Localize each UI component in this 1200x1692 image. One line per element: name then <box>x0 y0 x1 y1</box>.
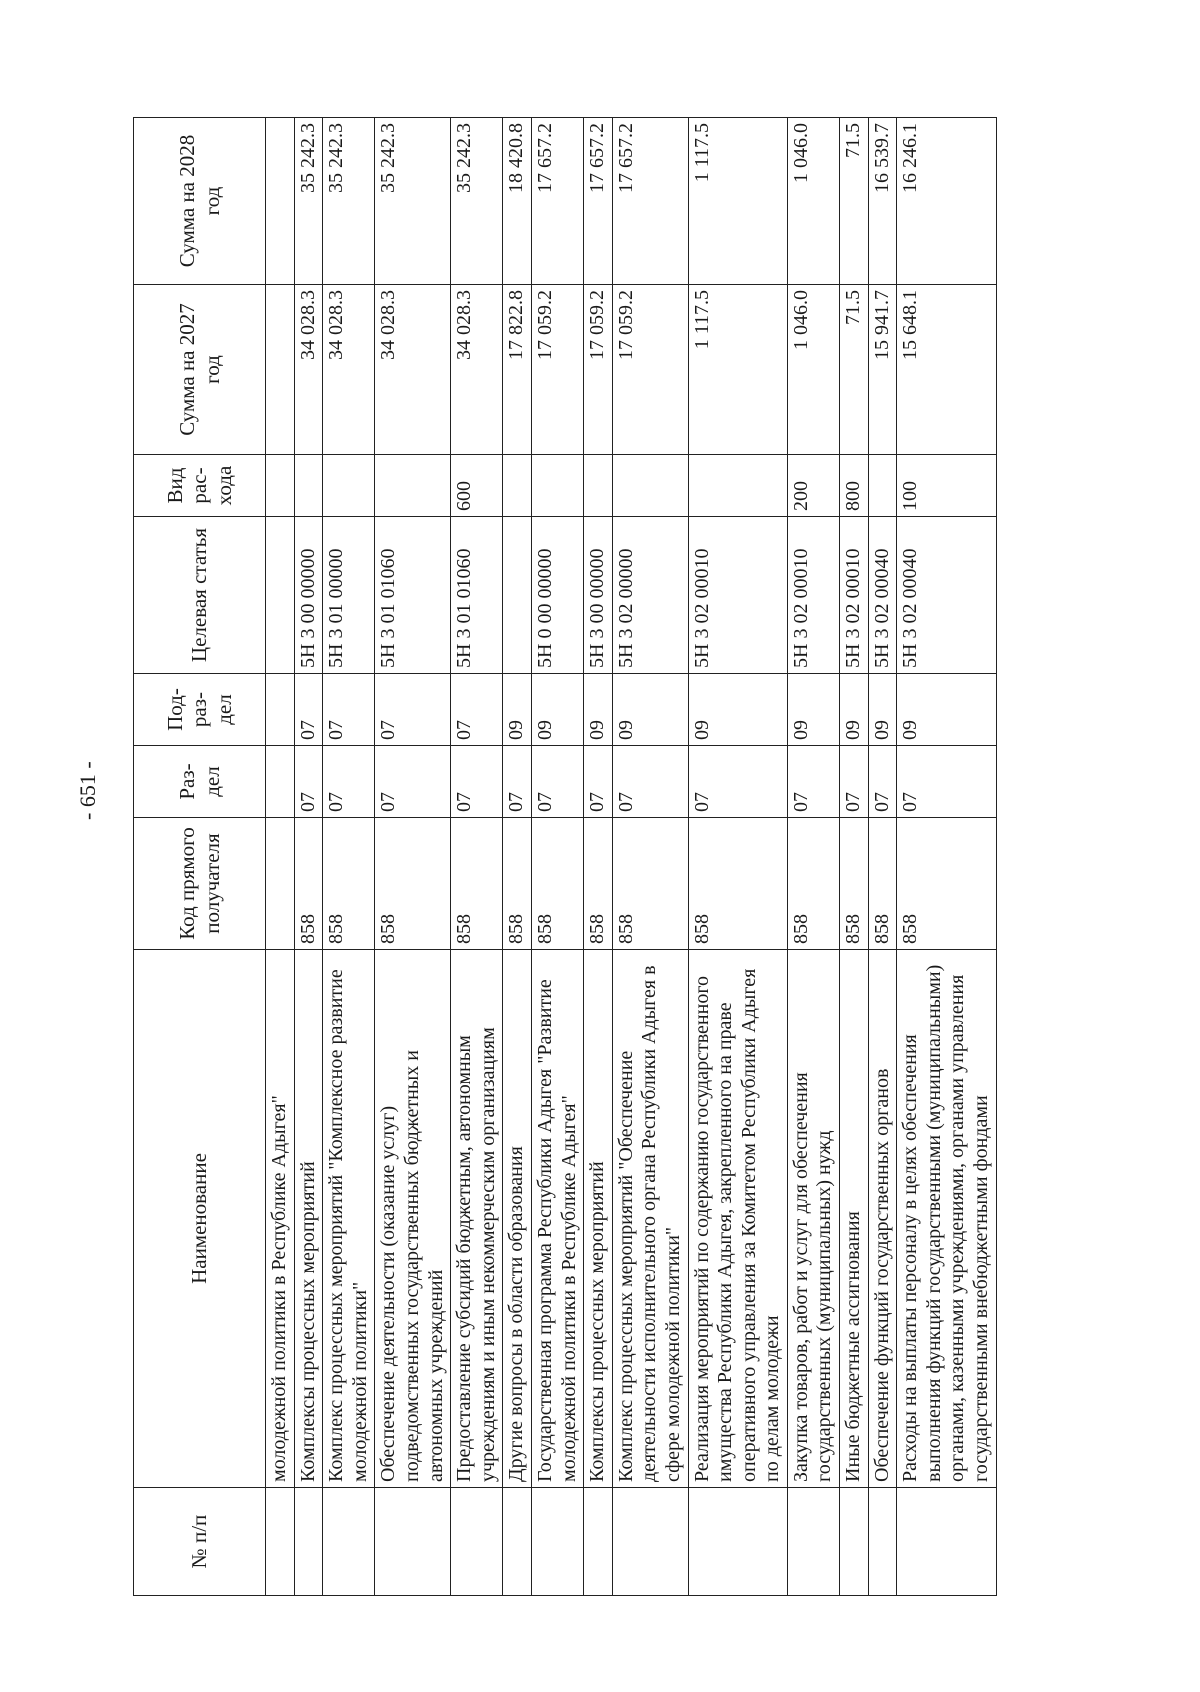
table-row <box>451 118 503 1596</box>
cell-expense-type <box>266 455 295 517</box>
cell-sum-2028: 1 117.5 <box>688 118 787 285</box>
cell-num <box>787 1488 839 1596</box>
cell-sum-2027: 1 046.0 <box>787 285 839 455</box>
cell-section: 07 <box>451 746 503 818</box>
cell-section: 07 <box>503 746 532 818</box>
cell-recipient-code: 858 <box>531 818 583 950</box>
header-expense-type: Вид рас-хода <box>134 455 266 517</box>
table-row <box>840 118 869 1596</box>
cell-sum-2027: 17 059.2 <box>531 285 583 455</box>
cell-recipient-code: 858 <box>323 818 375 950</box>
cell-target-article: 5Н 3 02 00010 <box>840 517 869 674</box>
cell-num <box>294 1488 323 1596</box>
cell-recipient-code: 858 <box>375 818 451 950</box>
cell-expense-type <box>375 455 451 517</box>
cell-name: Комплекс процессных мероприятий "Комплексное развитие молодежной политики" <box>323 950 375 1488</box>
cell-sum-2027: 34 028.3 <box>323 285 375 455</box>
cell-name: Реализация мероприятий по содержанию государственного имущества Республики Адыгея, закрепленного на праве оперативного управления за Комитетом Республики Адыгея по делам молодежи <box>688 950 787 1488</box>
cell-recipient-code: 858 <box>840 818 869 950</box>
cell-section: 07 <box>612 746 688 818</box>
cell-subsection: 09 <box>531 674 583 746</box>
cell-sum-2028: 35 242.3 <box>375 118 451 285</box>
cell-section: 07 <box>323 746 375 818</box>
header-name: Наименование <box>134 950 266 1488</box>
cell-subsection <box>266 674 295 746</box>
cell-expense-type <box>323 455 375 517</box>
cell-name: Комплексы процессных мероприятий <box>584 950 613 1488</box>
cell-target-article: 5Н 3 02 00040 <box>868 517 897 674</box>
page-number: - 651 - <box>75 761 100 820</box>
cell-sum-2027: 71.5 <box>840 285 869 455</box>
cell-sum-2027: 34 028.3 <box>375 285 451 455</box>
cell-num <box>375 1488 451 1596</box>
cell-sum-2027: 15 648.1 <box>897 285 996 455</box>
cell-name: Комплекс процессных мероприятий "Обеспечение деятельности исполнительного органа Республики Адыгея в сфере молодежной политики" <box>612 950 688 1488</box>
cell-sum-2027: 17 059.2 <box>584 285 613 455</box>
cell-section: 07 <box>897 746 996 818</box>
cell-num <box>451 1488 503 1596</box>
cell-name: Иные бюджетные ассигнования <box>840 950 869 1488</box>
cell-recipient-code: 858 <box>897 818 996 950</box>
cell-sum-2028: 17 657.2 <box>531 118 583 285</box>
table-row <box>612 118 688 1596</box>
header-target-article: Целевая статья <box>134 517 266 674</box>
cell-expense-type <box>868 455 897 517</box>
cell-num <box>266 1488 295 1596</box>
cell-recipient-code: 858 <box>868 818 897 950</box>
table-row <box>868 118 897 1596</box>
cell-num <box>503 1488 532 1596</box>
cell-recipient-code: 858 <box>503 818 532 950</box>
cell-expense-type: 200 <box>787 455 839 517</box>
cell-subsection: 07 <box>375 674 451 746</box>
cell-name: Государственная программа Республики Адыгея "Развитие молодежной политики в Республике Адыгея" <box>531 950 583 1488</box>
cell-name: молодежной политики в Республике Адыгея" <box>266 950 295 1488</box>
cell-subsection: 09 <box>612 674 688 746</box>
table-row <box>531 118 583 1596</box>
cell-subsection: 09 <box>897 674 996 746</box>
cell-subsection: 07 <box>294 674 323 746</box>
cell-expense-type <box>503 455 532 517</box>
cell-target-article <box>503 517 532 674</box>
cell-recipient-code <box>266 818 295 950</box>
cell-sum-2027: 15 941.7 <box>868 285 897 455</box>
cell-target-article: 5Н 3 01 01060 <box>375 517 451 674</box>
cell-target-article <box>266 517 295 674</box>
cell-name: Другие вопросы в области образования <box>503 950 532 1488</box>
header-sum-2027: Сумма на 2027 год <box>134 285 266 455</box>
cell-sum-2027: 34 028.3 <box>451 285 503 455</box>
cell-num <box>323 1488 375 1596</box>
cell-recipient-code: 858 <box>612 818 688 950</box>
cell-target-article: 5Н 3 02 00040 <box>897 517 996 674</box>
cell-subsection: 09 <box>503 674 532 746</box>
cell-subsection: 09 <box>868 674 897 746</box>
cell-num <box>584 1488 613 1596</box>
cell-expense-type: 100 <box>897 455 996 517</box>
table-row <box>503 118 532 1596</box>
cell-subsection: 09 <box>688 674 787 746</box>
cell-section: 07 <box>531 746 583 818</box>
table-row <box>375 118 451 1596</box>
cell-sum-2028: 35 242.3 <box>294 118 323 285</box>
cell-target-article: 5Н 0 00 00000 <box>531 517 583 674</box>
cell-sum-2028: 35 242.3 <box>323 118 375 285</box>
cell-num <box>688 1488 787 1596</box>
cell-sum-2027: 34 028.3 <box>294 285 323 455</box>
cell-sum-2027 <box>266 285 295 455</box>
cell-sum-2028: 16 539.7 <box>868 118 897 285</box>
cell-num <box>840 1488 869 1596</box>
cell-sum-2028: 71.5 <box>840 118 869 285</box>
cell-recipient-code: 858 <box>787 818 839 950</box>
cell-expense-type <box>531 455 583 517</box>
cell-name: Предоставление субсидий бюджетным, автономным учреждениям и иным некоммерческим организациям <box>451 950 503 1488</box>
cell-target-article: 5Н 3 02 00010 <box>688 517 787 674</box>
cell-sum-2027: 17 059.2 <box>612 285 688 455</box>
cell-expense-type: 800 <box>840 455 869 517</box>
cell-section: 07 <box>688 746 787 818</box>
cell-subsection: 07 <box>323 674 375 746</box>
cell-subsection: 09 <box>787 674 839 746</box>
cell-recipient-code: 858 <box>584 818 613 950</box>
cell-sum-2028: 18 420.8 <box>503 118 532 285</box>
cell-num <box>612 1488 688 1596</box>
cell-section: 07 <box>840 746 869 818</box>
cell-target-article: 5Н 3 02 00010 <box>787 517 839 674</box>
cell-target-article: 5Н 3 00 00000 <box>294 517 323 674</box>
cell-expense-type <box>688 455 787 517</box>
cell-sum-2028 <box>266 118 295 285</box>
cell-section: 07 <box>294 746 323 818</box>
cell-target-article: 5Н 3 02 00000 <box>612 517 688 674</box>
header-recipient-code: Код прямого получателя <box>134 818 266 950</box>
cell-expense-type: 600 <box>451 455 503 517</box>
cell-name: Расходы на выплаты персоналу в целях обеспечения выполнения функций государственными (муниципальными) органами, казенными учреждениями, органами управления государственными внебюджетными фондами <box>897 950 996 1488</box>
cell-recipient-code: 858 <box>688 818 787 950</box>
table-row <box>688 118 787 1596</box>
table-body <box>266 118 997 1596</box>
table-header-row <box>134 118 266 1596</box>
cell-name: Обеспечение деятельности (оказание услуг) подведомственных государственных бюджетных и автономных учреждений <box>375 950 451 1488</box>
cell-expense-type <box>612 455 688 517</box>
cell-section: 07 <box>375 746 451 818</box>
cell-name: Комплексы процессных мероприятий <box>294 950 323 1488</box>
cell-section: 07 <box>584 746 613 818</box>
cell-section: 07 <box>868 746 897 818</box>
table-row <box>787 118 839 1596</box>
cell-expense-type <box>294 455 323 517</box>
header-subsection: Под-раз-дел <box>134 674 266 746</box>
cell-sum-2028: 1 046.0 <box>787 118 839 285</box>
cell-num <box>868 1488 897 1596</box>
budget-table <box>133 117 997 1596</box>
table-row <box>584 118 613 1596</box>
header-num: № п/п <box>134 1488 266 1596</box>
cell-sum-2028: 16 246.1 <box>897 118 996 285</box>
cell-num <box>897 1488 996 1596</box>
table-row <box>323 118 375 1596</box>
header-section: Раз-дел <box>134 746 266 818</box>
table-row <box>294 118 323 1596</box>
rotated-table-container <box>133 118 1069 1596</box>
cell-subsection: 09 <box>840 674 869 746</box>
cell-num <box>531 1488 583 1596</box>
cell-sum-2027: 17 822.8 <box>503 285 532 455</box>
cell-target-article: 5Н 3 01 01060 <box>451 517 503 674</box>
cell-subsection: 09 <box>584 674 613 746</box>
table-row <box>897 118 996 1596</box>
cell-sum-2028: 17 657.2 <box>584 118 613 285</box>
cell-recipient-code: 858 <box>294 818 323 950</box>
cell-sum-2028: 17 657.2 <box>612 118 688 285</box>
cell-subsection: 07 <box>451 674 503 746</box>
cell-sum-2027: 1 117.5 <box>688 285 787 455</box>
cell-section: 07 <box>787 746 839 818</box>
cell-expense-type <box>584 455 613 517</box>
cell-target-article: 5Н 3 01 00000 <box>323 517 375 674</box>
cell-target-article: 5Н 3 00 00000 <box>584 517 613 674</box>
cell-name: Закупка товаров, работ и услуг для обеспечения государственных (муниципальных) нужд <box>787 950 839 1488</box>
cell-recipient-code: 858 <box>451 818 503 950</box>
cell-sum-2028: 35 242.3 <box>451 118 503 285</box>
table-row <box>266 118 295 1596</box>
header-sum-2028: Сумма на 2028 год <box>134 118 266 285</box>
cell-name: Обеспечение функций государственных органов <box>868 950 897 1488</box>
cell-section <box>266 746 295 818</box>
